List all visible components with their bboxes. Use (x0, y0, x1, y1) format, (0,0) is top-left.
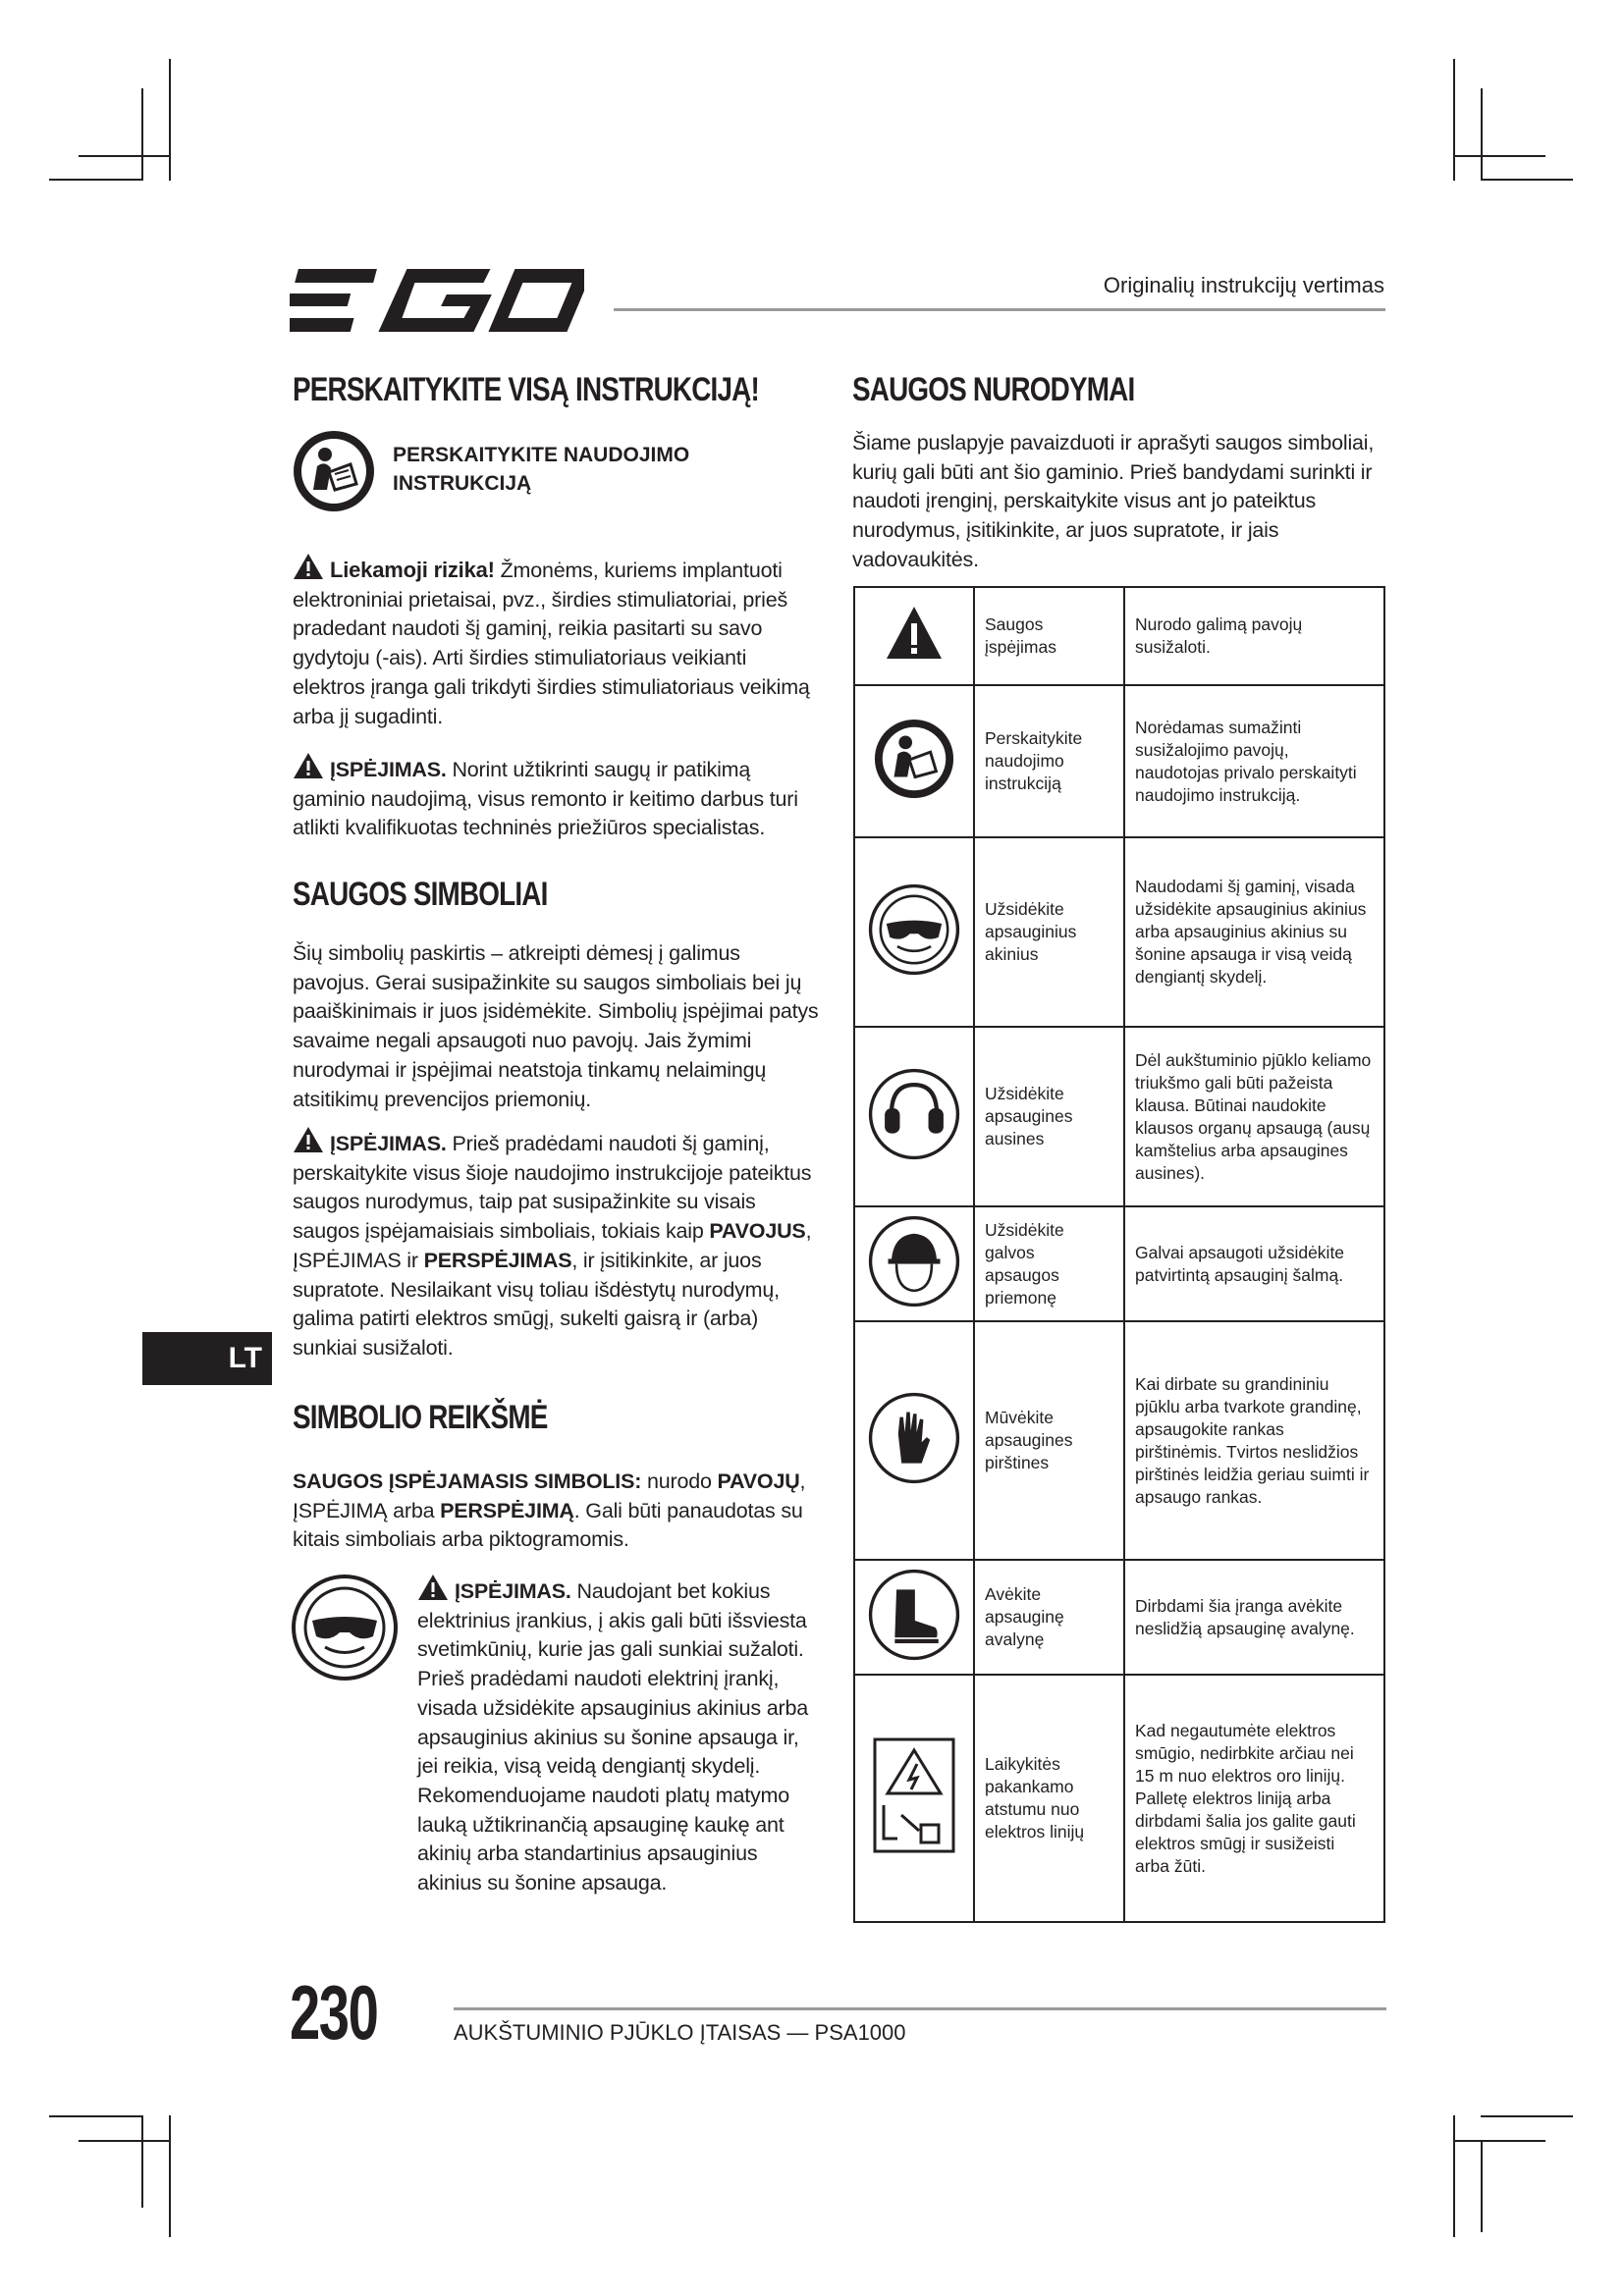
alert-text-c: . Gali būti panaudotas su kitais simboliais arba piktogramomis. (293, 1498, 803, 1552)
read-manual-label: PERSKAITYKITE NAUDOJIMO INSTRUKCIJĄ (393, 444, 690, 495)
table-cell-desc: Nurodo galimą pavojų susižaloti. (1124, 587, 1384, 685)
warning-block-1 (293, 752, 823, 843)
table-cell-name: Avėkite apsauginę avalynę (974, 1560, 1124, 1675)
crop-mark (49, 179, 141, 181)
table-row (854, 1027, 1384, 1206)
table-cell-icon (854, 837, 974, 1027)
safety-glasses-icon (291, 1574, 399, 1682)
warning-text: Norint užtikrinti saugų ir patikimą gaminio naudojimą, visus remonto ir keitimo darbus turi atlikti kvalifikuotas techninės priežiūros specialistas. (293, 758, 798, 840)
symbol-meaning-title-wrap (293, 1399, 603, 1437)
table-cell-desc: Naudodami šį gaminį, visada užsidėkite apsauginius akinius arba apsauginius akinius su šonine apsauga ir visą veidą dengiantį skydelį. (1124, 837, 1384, 1027)
table-cell-desc: Galvai apsaugoti užsidėkite patvirtintą apsauginį šalmą. (1124, 1206, 1384, 1321)
crop-mark (141, 2115, 143, 2208)
warning-triangle-icon (293, 553, 324, 580)
warning-lead: ĮSPĖJIMAS. (330, 758, 447, 781)
residual-risk-text: Žmonėms, kuriems implantuoti elektroniniai prietaisai, pvz., širdies stimuliatoriai, prieš pradedant naudoti šį gaminį, reikia pasitarti su savo gydytoju (-ais). Arti širdies stimuliatoriaus veikianti elektros įranga gali trikdyti širdies stimuliatoriaus veikimą arba jį sugadinti. (293, 559, 810, 728)
table-cell-desc: Kai dirbate su grandininiu pjūklu arba tvarkote grandinę, apsaugokite rankas pirštinėmis. Tvirtos neslidžios pirštinės leidžia geriau suimti ir apsaugo rankas. (1124, 1321, 1384, 1560)
caution-word: PERSPĖJIMĄ (440, 1498, 574, 1522)
table-row (854, 587, 1384, 685)
crop-mark (49, 2115, 141, 2117)
warning-lead: ĮSPĖJIMAS. (330, 1132, 447, 1155)
ear-protection-icon (868, 1068, 960, 1160)
alert-lead: SAUGOS ĮSPĖJAMASIS SIMBOLIS: (293, 1469, 642, 1493)
alert-text-a: nurodo (646, 1469, 712, 1493)
crop-mark (79, 155, 171, 157)
read-manual-icon (292, 429, 376, 513)
table-cell-desc: Dėl aukštuminio pjūklo keliamo triukšmo gali būti pažeista klausa. Būtinai naudokite klausos organų apsaugą (ausų kamštelius arba apsaugines ausines). (1124, 1027, 1384, 1206)
language-tab: LT (142, 1332, 272, 1385)
crop-mark (169, 59, 171, 181)
residual-risk-lead: Liekamoji rizika! (330, 558, 495, 582)
crop-mark (1481, 2115, 1573, 2117)
table-cell-icon (854, 1675, 974, 1922)
alert-text-b: , ĮSPĖJIMĄ arba (293, 1469, 806, 1522)
warning-text-c: , ir įsitikinkite, ar juos supratote. Nesilaikant visų toliau išdėstytų nurodymų, galima patirti elektros smūgį, sukelti gaisrą ir (arba) sunkiai susižaloti. (293, 1248, 780, 1360)
table-row (854, 685, 1384, 837)
warning-block-3 (417, 1574, 820, 1898)
table-row (854, 1321, 1384, 1560)
crop-mark (1481, 88, 1483, 181)
table-cell-icon (854, 587, 974, 685)
symbol-meaning-title: SIMBOLIO REIKŠMĖ (293, 1399, 548, 1436)
right-title-wrap (852, 371, 1196, 409)
table-row (854, 1675, 1384, 1922)
warning-block-2 (293, 1126, 823, 1363)
alert-symbol-block (293, 1468, 823, 1555)
crop-mark (1481, 2140, 1483, 2232)
table-cell-desc: Kad negautumėte elektros smūgio, nedirbkite arčiau nei 15 m nuo elektros oro linijų. Palletę elektros liniją arba dirbdami šalia jos galite gauti elektros smūgį ir susižeisti arba žūti. (1124, 1675, 1384, 1922)
warning-text: Naudojant bet kokius elektrinius įrankius, į akis gali būti išsviesta svetimkūnių, kurie jas gali sunkiai sužaloti. Prieš pradėdami naudoti elektrinį įrankį, visada užsidėkite apsauginius akinius arba apsauginius akinius su šonine apsauga ir, jei reikia, visą veidą dengiantį skydelį. Rekomenduojame naudoti platų matymo lauką užtikrinančią apsauginę kaukę ant akinių arba standartinius apsauginius akinius su šonine apsauga. (417, 1579, 808, 1896)
warning-triangle-icon (293, 1126, 324, 1153)
safety-symbols-title: SAUGOS SIMBOLIAI (293, 876, 548, 913)
crop-mark (1453, 155, 1545, 157)
safety-symbols-table (853, 586, 1385, 1923)
safety-symbols-text-wrap (293, 939, 823, 1114)
header-rule (614, 308, 1385, 311)
table-cell-desc: Dirbdami šia įranga avėkite neslidžią apsauginę avalynę. (1124, 1560, 1384, 1675)
table-cell-name: Užsidėkite apsauginius akinius (974, 837, 1124, 1027)
safety-glasses-icon (868, 883, 960, 976)
table-cell-icon (854, 1560, 974, 1675)
table-row (854, 837, 1384, 1027)
table-cell-icon (854, 685, 974, 837)
danger-word: PAVOJŲ (717, 1469, 800, 1493)
read-manual-icon (873, 718, 955, 800)
safety-instructions-intro: Šiame puslapyje pavaizduoti ir aprašyti saugos simboliai, kurių gali būti ant šio gaminio. Prieš bandydami surinkti ir naudoti įrenginį, perskaitykite visus ant jo pateiktus nurodymus, įsitikinkite, ar juos supratote, ir jais vadovaukitės. (852, 431, 1375, 571)
safety-symbols-text: Šių simbolių paskirtis – atkreipti dėmesį į galimus pavojus. Gerai susipažinkite su saugos simboliais bei jų paaiškinimais ir juos įsidėmėkite. Simbolių įspėjimai patys savaime negali apsaugoti nuo pavojų. Jais žymimi nurodymai ir įspėjimai neatstoja tinkamų nelaimingų atsitikimų prevencijos priemonių. (293, 941, 819, 1111)
gloves-icon (868, 1392, 960, 1484)
footer-product: AUKŠTUMINIO PJŪKLO ĮTAISAS — PSA1000 (454, 2020, 906, 2045)
crop-mark (79, 2140, 171, 2142)
left-column (293, 371, 823, 409)
crop-mark (1453, 2115, 1455, 2237)
table-row (854, 1560, 1384, 1675)
caution-word: PERSPĖJIMAS (423, 1248, 572, 1272)
table-row (854, 1206, 1384, 1321)
read-all-title: PERSKAITYKITE VISĄ INSTRUKCIJĄ! (293, 371, 759, 408)
safety-symbols-title-wrap (293, 876, 603, 914)
table-cell-desc: Norėdamas sumažinti susižalojimo pavojų, naudotojas privalo perskaityti naudojimo instrukciją. (1124, 685, 1384, 837)
crop-mark (1453, 2140, 1545, 2142)
table-cell-name: Perskaitykite naudojimo instrukciją (974, 685, 1124, 837)
table-cell-name: Užsidėkite apsaugines ausines (974, 1027, 1124, 1206)
table-cell-name: Mūvėkite apsaugines pirštines (974, 1321, 1124, 1560)
warning-triangle-icon (417, 1574, 449, 1601)
crop-mark (1481, 179, 1573, 181)
table-cell-icon (854, 1206, 974, 1321)
table-cell-icon (854, 1321, 974, 1560)
danger-word: PAVOJUS (709, 1219, 806, 1244)
header-caption: Originalių instrukcijų vertimas (1103, 273, 1384, 297)
hard-hat-icon (868, 1215, 960, 1308)
page-number: 230 (290, 1969, 378, 2056)
table-cell-icon (854, 1027, 974, 1206)
warning-lead: ĮSPĖJIMAS. (455, 1579, 571, 1603)
warning-triangle-icon (293, 752, 324, 779)
residual-risk-block (293, 553, 823, 731)
crop-mark (141, 88, 143, 181)
crop-mark (169, 2115, 171, 2237)
power-line-distance-icon (872, 1736, 956, 1854)
warning-triangle-icon (885, 604, 944, 663)
table-cell-name: Užsidėkite galvos apsaugos priemonę (974, 1206, 1124, 1321)
warning-text-b: , ĮSPĖJIMAS ir (293, 1219, 812, 1272)
footer-rule (454, 2007, 1386, 2010)
safety-boots-icon (868, 1569, 960, 1661)
warning-text-a: Prieš pradėdami naudoti šį gaminį, perskaitykite visus šioje naudojimo instrukcijoje pateiktus saugos nurodymus, taip pat susipažinkite su visais saugos įspėjamaisiais simboliais, tokiais kaip (293, 1132, 812, 1244)
safety-instructions-title: SAUGOS NURODYMAI (852, 371, 1135, 408)
table-cell-name: Saugos įspėjimas (974, 587, 1124, 685)
table-cell-name: Laikykitės pakankamo atstumu nuo elektros linijų (974, 1675, 1124, 1922)
right-intro-wrap (852, 429, 1387, 575)
ego-logo (290, 265, 584, 336)
crop-mark (1453, 59, 1455, 181)
